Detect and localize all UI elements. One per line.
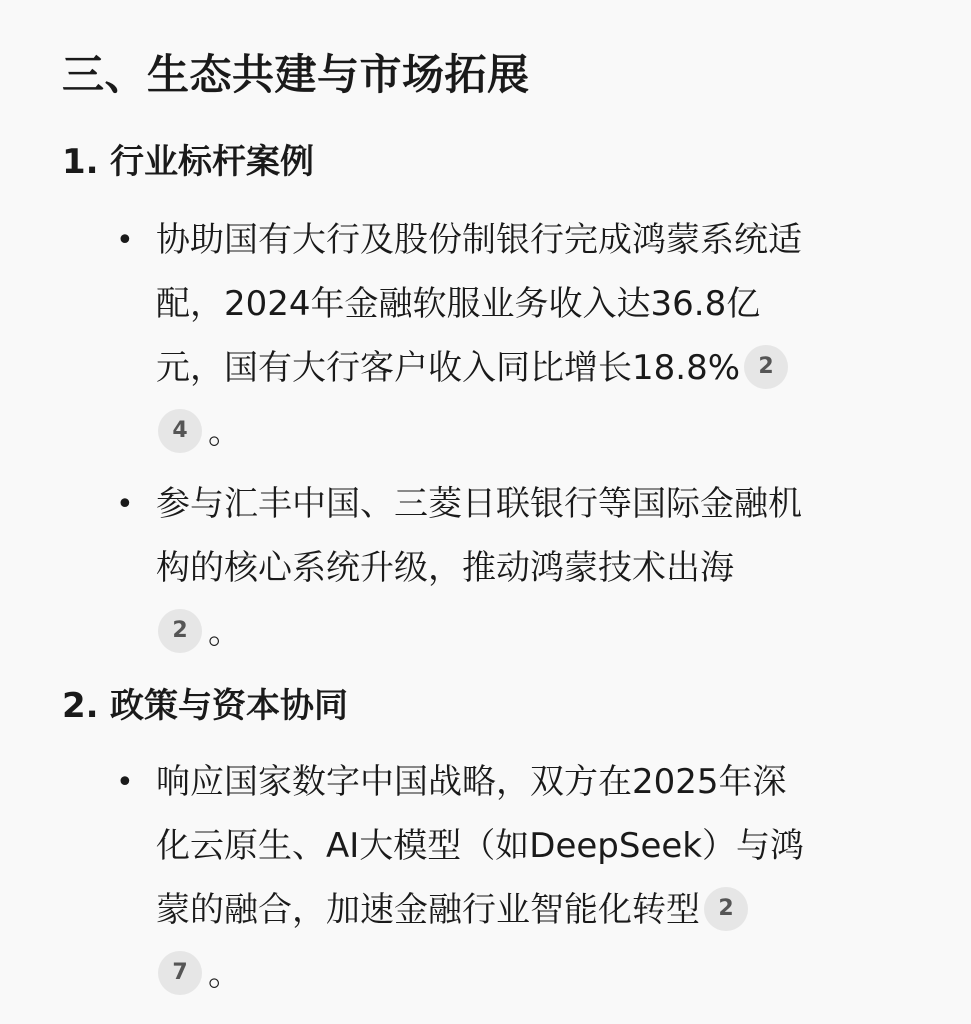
citation-badge[interactable]: 2 xyxy=(744,345,788,389)
citation-badge[interactable]: 7 xyxy=(158,951,202,995)
list-item-end: 。 xyxy=(208,954,242,994)
citation-badge[interactable]: 2 xyxy=(158,609,202,653)
list-item-end: 。 xyxy=(208,412,242,452)
list-item-line xyxy=(156,942,916,1006)
citation-badge[interactable]: 4 xyxy=(158,409,202,453)
subsection-title: 行业标杆案例 xyxy=(110,142,314,182)
list-item-line xyxy=(156,400,916,464)
subsection-title: 政策与资本协同 xyxy=(110,686,348,726)
list-item xyxy=(156,750,916,1006)
list-item-line xyxy=(156,600,916,664)
bullet-marker: • xyxy=(116,223,134,258)
citation-badge[interactable]: 2 xyxy=(704,887,748,931)
list-item-line: 协助国有大行及股份制银行完成鸿蒙系统适 xyxy=(156,220,802,260)
list-item-line xyxy=(156,336,916,400)
list-item-line xyxy=(156,878,916,942)
section-heading: 三、生态共建与市场拓展 xyxy=(62,50,530,99)
list-item-line: 响应国家数字中国战略，双方在2025年深 xyxy=(156,762,787,802)
list-item-line: 配，2024年金融软服业务收入达36.8亿 xyxy=(156,284,761,324)
subsection-heading-1 xyxy=(62,136,314,188)
list-item-line: 参与汇丰中国、三菱日联银行等国际金融机 xyxy=(156,484,802,524)
list-item xyxy=(156,472,916,664)
list-item-line: 化云原生、AI大模型（如DeepSeek）与鸿 xyxy=(156,826,804,866)
list-item-line: 构的核心系统升级，推动鸿蒙技术出海 xyxy=(156,548,734,588)
subsection-number: 2. xyxy=(62,686,99,726)
subsection-number: 1. xyxy=(62,142,99,182)
bullet-marker: • xyxy=(116,487,134,522)
list-item-end: 。 xyxy=(208,612,242,652)
list-item xyxy=(156,208,916,464)
bullet-marker: • xyxy=(116,765,134,800)
list-item-text: 元，国有大行客户收入同比增长18.8% xyxy=(156,348,741,388)
list-item-text: 蒙的融合，加速金融行业智能化转型 xyxy=(156,890,700,930)
subsection-heading-2 xyxy=(62,680,348,732)
